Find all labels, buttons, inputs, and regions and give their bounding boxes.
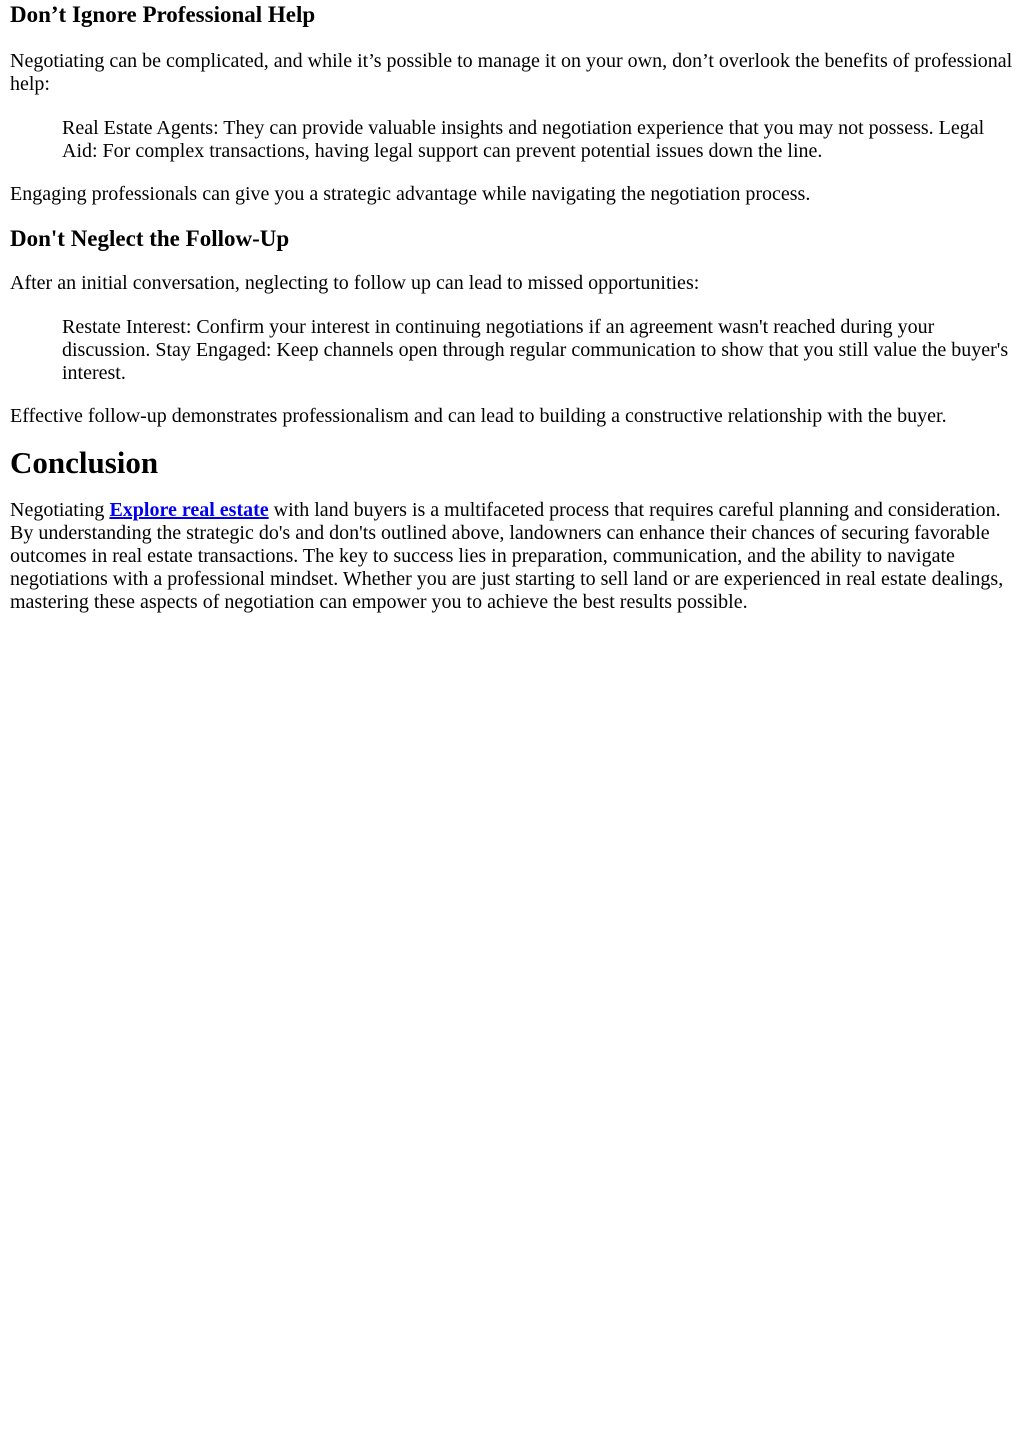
blockquote-follow-up: Restate Interest: Confirm your interest in continuing negotiations if an agreement wasn't reached during your discussion. Stay Engaged: Keep channels open through regular communication to show that you still value the buyer's interest.	[62, 316, 1009, 384]
article-content	[0, 1, 1024, 614]
section-heading-conclusion: Conclusion	[10, 445, 159, 480]
paragraph-follow-up-closing: Effective follow-up demonstrates professionalism and can lead to building a constructive relationship with the buyer.	[10, 405, 947, 427]
conclusion-text-start: Negotiating	[10, 499, 110, 521]
paragraph-follow-up-intro: After an initial conversation, neglecting to follow up can lead to missed opportunities:	[10, 272, 700, 294]
explore-real-estate-link[interactable]: Explore real estate	[109, 499, 269, 521]
conclusion-text-rest: with land buyers is a multifaceted process that requires careful planning and consideration. By understanding the strategic do's and don'ts outlined above, landowners can enhance their chances of securing favorable outcomes in real estate transactions. The key to success lies in preparation, communication, and the ability to navigate negotiations with a professional mindset. Whether you are just starting to sell land or are experienced in real estate dealings, mastering these aspects of negotiation can empower you to achieve the best results possible.	[10, 499, 1004, 613]
paragraph-conclusion	[10, 499, 1014, 614]
blockquote-professional-help: Real Estate Agents: They can provide valuable insights and negotiation experience that you may not possess. Legal Aid: For complex transactions, having legal support can prevent potential issues down the line.	[62, 117, 985, 162]
paragraph-professional-help-intro: Negotiating can be complicated, and while it’s possible to manage it on your own, don’t overlook the benefits of professional help:	[10, 50, 1013, 95]
section-heading-follow-up: Don't Neglect the Follow-Up	[10, 226, 290, 251]
paragraph-professional-help-closing: Engaging professionals can give you a strategic advantage while navigating the negotiation process.	[10, 183, 811, 205]
section-heading-professional-help: Don’t Ignore Professional Help	[10, 2, 316, 27]
